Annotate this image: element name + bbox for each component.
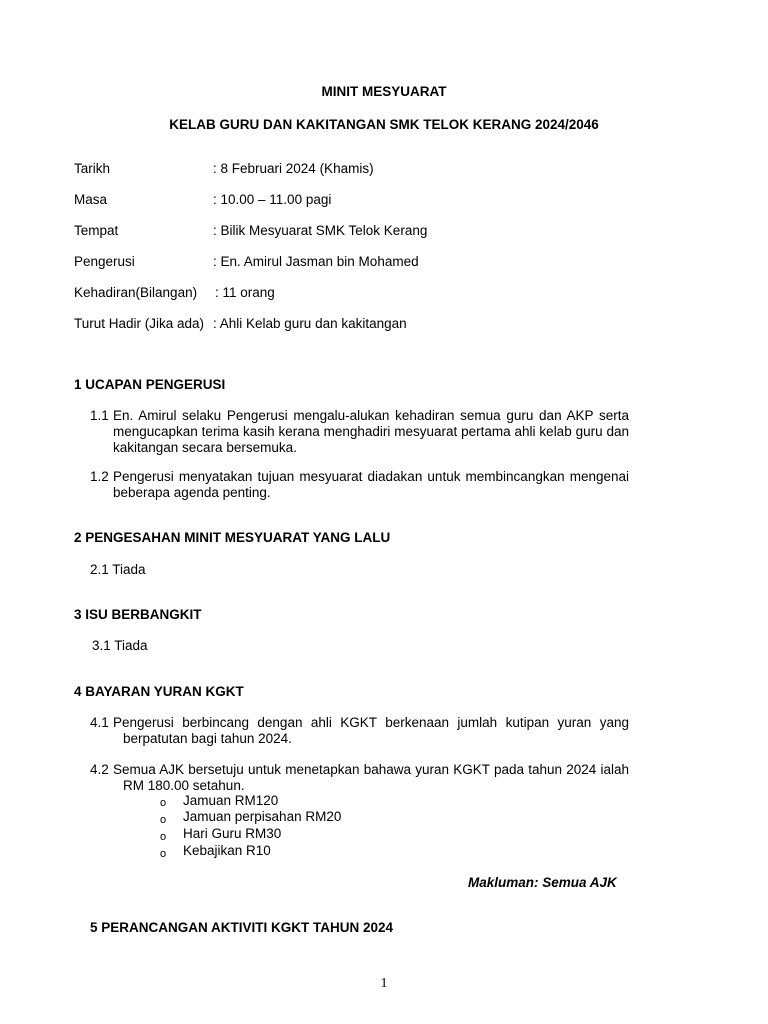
list-item: Kebajikan R10 — [183, 843, 271, 858]
list-item: Jamuan RM120 — [183, 793, 279, 808]
info-value-masa: : 10.00 – 11.00 pagi — [213, 192, 332, 207]
section-4-heading: 4 BAYARAN YURAN KGKT — [74, 684, 244, 699]
info-label-pengerusi: Pengerusi — [74, 254, 135, 269]
info-value-pengerusi: : En. Amirul Jasman bin Mohamed — [213, 254, 419, 269]
section-3-heading: 3 ISU BERBANGKIT — [74, 607, 202, 622]
section-1-paragraph-1 — [90, 408, 629, 456]
section-3-item: 3.1 Tiada — [92, 638, 148, 653]
paragraph-text: Pengerusi menyatakan tujuan mesyuarat diadakan untuk membincangkan mengenai beberapa agenda penting. — [113, 469, 629, 500]
page-number: 1 — [380, 976, 388, 991]
info-value-tarikh: : 8 Februari 2024 (Khamis) — [213, 161, 374, 176]
makluman-note: Makluman: Semua AJK — [468, 875, 617, 890]
bullet-marker: o — [160, 797, 167, 809]
list-item: Jamuan perpisahan RM20 — [183, 809, 342, 824]
info-label-kehadiran: Kehadiran(Bilangan) — [74, 285, 198, 300]
info-label-masa: Masa — [74, 192, 108, 207]
section-1-paragraph-2 — [90, 469, 629, 501]
section-4-paragraph-1 — [90, 715, 629, 747]
bullet-marker: o — [160, 831, 167, 843]
section-1-heading: 1 UCAPAN PENGERUSI — [74, 377, 226, 392]
info-value-turut-hadir: : Ahli Kelab guru dan kakitangan — [213, 316, 407, 331]
bullet-marker: o — [160, 848, 167, 860]
section-4-paragraph-2 — [90, 762, 629, 794]
info-label-tarikh: Tarikh — [74, 161, 111, 176]
paragraph-text: Pengerusi berbincang dengan ahli KGKT berkenaan jumlah kutipan yuran yang berpatutan bagi tahun 2024. — [113, 715, 629, 746]
paragraph-number: 1.1 — [90, 408, 109, 423]
info-value-tempat: : Bilik Mesyuarat SMK Telok Kerang — [213, 223, 428, 238]
section-2-item: 2.1 Tiada — [90, 562, 146, 577]
paragraph-number: 1.2 — [90, 469, 109, 484]
paragraph-text: Semua AJK bersetuju untuk menetapkan bahawa yuran KGKT pada tahun 2024 ialah RM 180.00 setahun. — [113, 762, 629, 793]
info-value-kehadiran: : 11 orang — [215, 285, 275, 300]
info-label-turut-hadir: Turut Hadir (Jika ada) — [74, 316, 205, 331]
bullet-marker: o — [160, 814, 167, 826]
info-label-tempat: Tempat — [74, 223, 119, 238]
section-2-heading: 2 PENGESAHAN MINIT MESYUARAT YANG LALU — [74, 530, 391, 545]
section-5-heading: 5 PERANCANGAN AKTIVITI KGKT TAHUN 2024 — [90, 920, 394, 935]
paragraph-text: En. Amirul selaku Pengerusi mengalu-alukan kehadiran semua guru dan AKP serta mengucapkan terima kasih kerana menghadiri mesyuarat pertama ahli kelab guru dan kakitangan secara bersemuka. — [113, 408, 629, 455]
paragraph-number: 4.1 — [90, 715, 109, 730]
list-item: Hari Guru RM30 — [183, 826, 282, 841]
document-title: MINIT MESYUARAT — [321, 84, 447, 99]
paragraph-number: 4.2 — [90, 762, 109, 777]
document-subtitle: KELAB GURU DAN KAKITANGAN SMK TELOK KERANG 2024/2046 — [169, 117, 599, 132]
